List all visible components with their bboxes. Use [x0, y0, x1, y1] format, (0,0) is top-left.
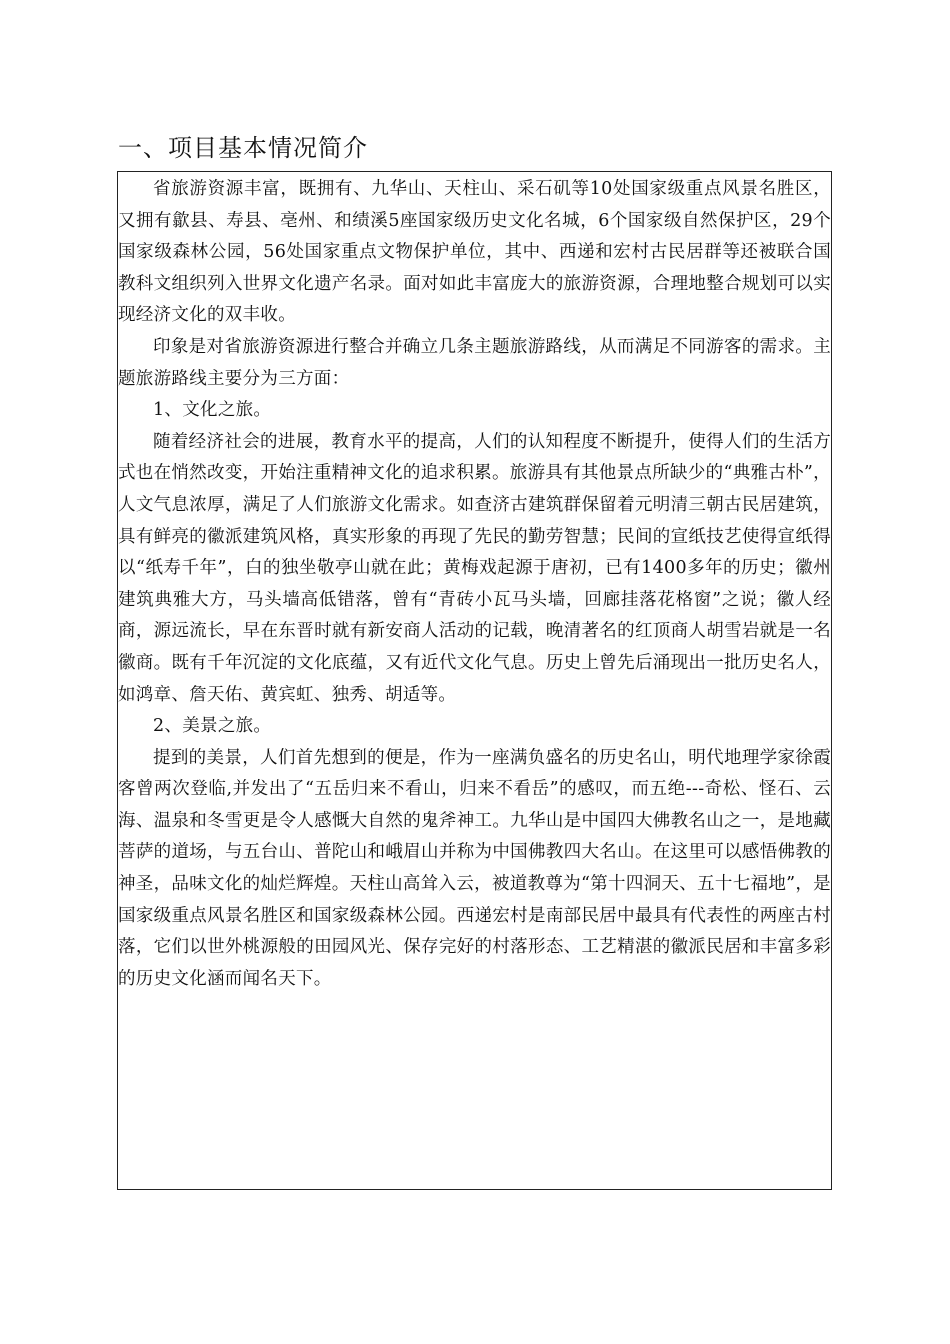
item-title-culture-tour: 1、文化之旅。 — [153, 400, 272, 421]
content-box — [117, 171, 832, 1190]
section-heading: 一、项目基本情况简介 — [118, 134, 368, 162]
paragraph-resources-overview: 省旅游资源丰富，既拥有、九华山、天柱山、采石矶等10处国家级重点风景名胜区，又拥有歙县、寿县、亳州、和绩溪5座国家级历史文化名城，6个国家级自然保护区，29个国家级森林公园，56处国家重点文物保护单位，其中、西递和宏村古民居群等还被联合国教科文组织列入世界文化遗产名录。面对如此丰富庞大的旅游资源，合理地整合规划可以实现经济文化的双丰收。 — [118, 179, 831, 326]
paragraph-culture-tour: 随着经济社会的进展，教育水平的提高，人们的认知程度不断提升，使得人们的生活方式也在悄然改变，开始注重精神文化的追求积累。旅游具有其他景点所缺少的“典雅古朴”，人文气息浓厚，满足了人们旅游文化需求。如查济古建筑群保留着元明清三朝古民居建筑，具有鲜亮的徽派建筑风格，真实形象的再现了先民的勤劳智慧；民间的宣纸技艺使得宣纸得以“纸寿千年”，白的独坐敬亭山就在此；黄梅戏起源于唐初，已有1400多年的历史；徽州建筑典雅大方，马头墙高低错落，曾有“青砖小瓦马头墙，回廊挂落花格窗”之说；徽人经商，源远流长，早在东晋时就有新安商人活动的记载，晚清著名的红顶商人胡雪岩就是一名徽商。既有千年沉淀的文化底蕴，又有近代文化气息。历史上曾先后涌现出一批历史名人，如鸿章、詹天佑、黄宾虹、独秀、胡适等。 — [118, 431, 831, 705]
paragraph-theme-routes-intro: 印象是对省旅游资源进行整合并确立几条主题旅游路线，从而满足不同游客的需求。主题旅游路线主要分为三方面： — [118, 336, 831, 389]
item-title-scenery-tour: 2、美景之旅。 — [153, 716, 272, 737]
paragraph-scenery-tour: 提到的美景，人们首先想到的便是，作为一座满负盛名的历史名山，明代地理学家徐霞客曾两次登临,并发出了“五岳归来不看山，归来不看岳”的感叹，而五绝---奇松、怪石、云海、温泉和冬雪更是令人感慨大自然的鬼斧神工。九华山是中国四大佛教名山之一，是地藏菩萨的道场，与五台山、普陀山和峨眉山并称为中国佛教四大名山。在这里可以感悟佛教的神圣，品味文化的灿烂辉煌。天柱山高耸入云，被道教尊为“第十四洞天、五十七福地”，是国家级重点风景名胜区和国家级森林公园。西递宏村是南部民居中最具有代表性的两座古村落，它们以世外桃源般的田园风光、保存完好的村落形态、工艺精湛的徽派民居和丰富多彩的历史文化涵而闻名天下。 — [118, 747, 831, 989]
